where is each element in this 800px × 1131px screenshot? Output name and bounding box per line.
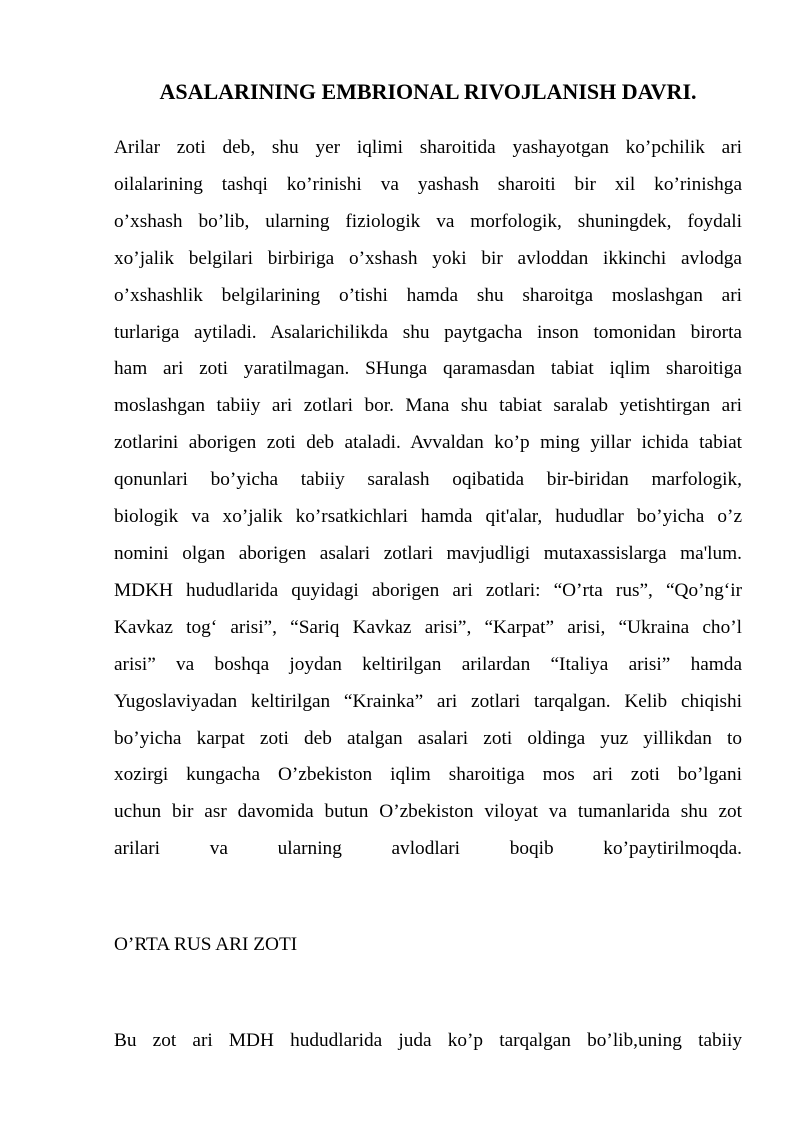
text-line: arisi” va boshqa joydan keltirilgan arilardan “Italiya arisi” hamda bbox=[114, 653, 742, 675]
text-line: xozirgi kungacha O’zbekiston iqlim sharoitiga mos ari zoti bo’lgani bbox=[114, 764, 742, 786]
text-line: uchun bir asr davomida butun O’zbekiston viloyat va tumanlarida shu zot bbox=[114, 801, 742, 823]
paragraph-intro bbox=[114, 130, 742, 868]
paragraph-section bbox=[114, 1023, 742, 1060]
text-line: biologik va xo’jalik ko’rsatkichlari hamda qit'alar, hududlar bo’yicha o’z bbox=[114, 506, 742, 528]
text-line: ham ari zoti yaratilmagan. SHunga qaramasdan tabiat iqlim sharoitiga bbox=[114, 358, 742, 380]
text-line: oilalarining tashqi ko’rinishi va yashash sharoiti bir xil ko’rinishga bbox=[114, 173, 742, 195]
text-line: xo’jalik belgilari birbiriga o’xshash yoki bir avloddan ikkinchi avlodga bbox=[114, 247, 742, 269]
text-line: turlariga aytiladi. Asalarichilikda shu paytgacha inson tomonidan birorta bbox=[114, 321, 742, 343]
text-line: qonunlari bo’yicha tabiiy saralash oqibatida bir-biridan marfologik, bbox=[114, 469, 742, 491]
document-title: ASALARINING EMBRIONAL RIVOJLANISH DAVRI. bbox=[159, 79, 697, 104]
text-line: Yugoslaviyadan keltirilgan “Krainka” ari zotlari tarqalgan. Kelib chiqishi bbox=[114, 690, 742, 712]
text-line: moslashgan tabiiy ari zotlari bor. Mana shu tabiat saralab yetishtirgan ari bbox=[114, 395, 742, 417]
text-line: o’xshashlik belgilarining o’tishi hamda shu sharoitga moslashgan ari bbox=[114, 284, 742, 306]
section-heading: O’RTA RUS ARI ZOTI bbox=[114, 934, 298, 955]
text-line: nomini olgan aborigen asalari zotlari mavjudligi mutaxassislarga ma'lum. bbox=[114, 542, 742, 564]
text-line: Bu zot ari MDH hududlarida juda ko’p tarqalgan bo’lib,uning tabiiy bbox=[114, 1030, 742, 1051]
text-line: zotlarini aborigen zoti deb ataladi. Avvaldan ko’p ming yillar ichida tabiat bbox=[114, 432, 742, 454]
text-line: MDKH hududlarida quyidagi aborigen ari zotlari: “O’rta rus”, “Qo’ng‘ir bbox=[114, 579, 742, 601]
text-line: Kavkaz tog‘ arisi”, “Sariq Kavkaz arisi”, “Karpat” arisi, “Ukraina cho’l bbox=[114, 616, 742, 638]
text-line: bo’yicha karpat zoti deb atalgan asalari zoti oldinga yuz yillikdan to bbox=[114, 727, 742, 749]
text-line: o’xshash bo’lib, ularning fiziologik va morfologik, shuningdek, foydali bbox=[114, 210, 742, 232]
text-line: arilari va ularning avlodlari boqib ko’paytirilmoqda. bbox=[114, 838, 742, 860]
text-line: Arilar zoti deb, shu yer iqlimi sharoitida yashayotgan ko’pchilik ari bbox=[114, 137, 742, 158]
